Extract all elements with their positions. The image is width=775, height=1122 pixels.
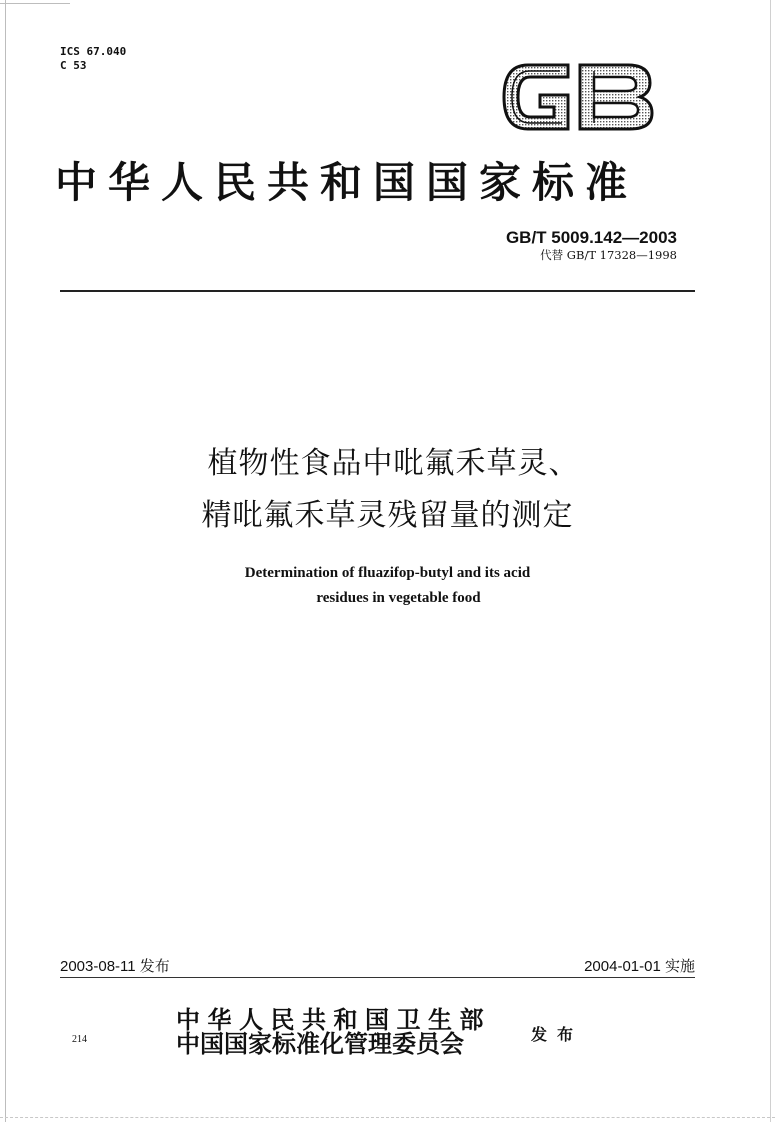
scan-edge-top: [0, 3, 70, 4]
classification-block: [60, 45, 126, 73]
ics-code: ICS 67.040: [60, 45, 127, 58]
publish-label: 发布: [531, 1025, 584, 1044]
chinese-title-line-1: 植物性食品中吡氟禾草灵、: [207, 446, 580, 481]
replaces-standard: 代替 GB/T 17328—1998: [540, 248, 677, 262]
ccs-code: C 53: [60, 59, 87, 72]
standard-number-block: [506, 228, 677, 263]
footer-divider: [60, 977, 695, 978]
implementation-date: 2004-01-01 实施: [584, 958, 695, 975]
english-title-line-1: Determination of fluazifop-butyl and its acid: [244, 565, 531, 581]
standard-number: GB/T 5009.142—2003: [505, 228, 677, 247]
chinese-title-line-2: 精吡氟禾草灵残留量的测定: [201, 498, 574, 533]
issue-date: 2003-08-11 发布: [60, 958, 170, 975]
issuer-standardization-administration: 中国国家标准化管理委员会: [176, 1029, 464, 1058]
issuer-ministry-of-health: 中华人民共和国卫生部: [176, 1005, 491, 1034]
scan-edge-bottom: [0, 1117, 775, 1118]
english-title-line-2: residues in vegetable food: [316, 590, 481, 606]
page-number: 214: [72, 1034, 87, 1045]
national-standard-title: 中华人民共和国国家标准: [55, 158, 639, 207]
header-divider: [60, 290, 695, 292]
gb-standard-logo-icon: [498, 55, 658, 139]
chinese-title: [0, 438, 775, 542]
english-title: [0, 561, 775, 611]
issuing-authorities: [176, 1005, 491, 1058]
